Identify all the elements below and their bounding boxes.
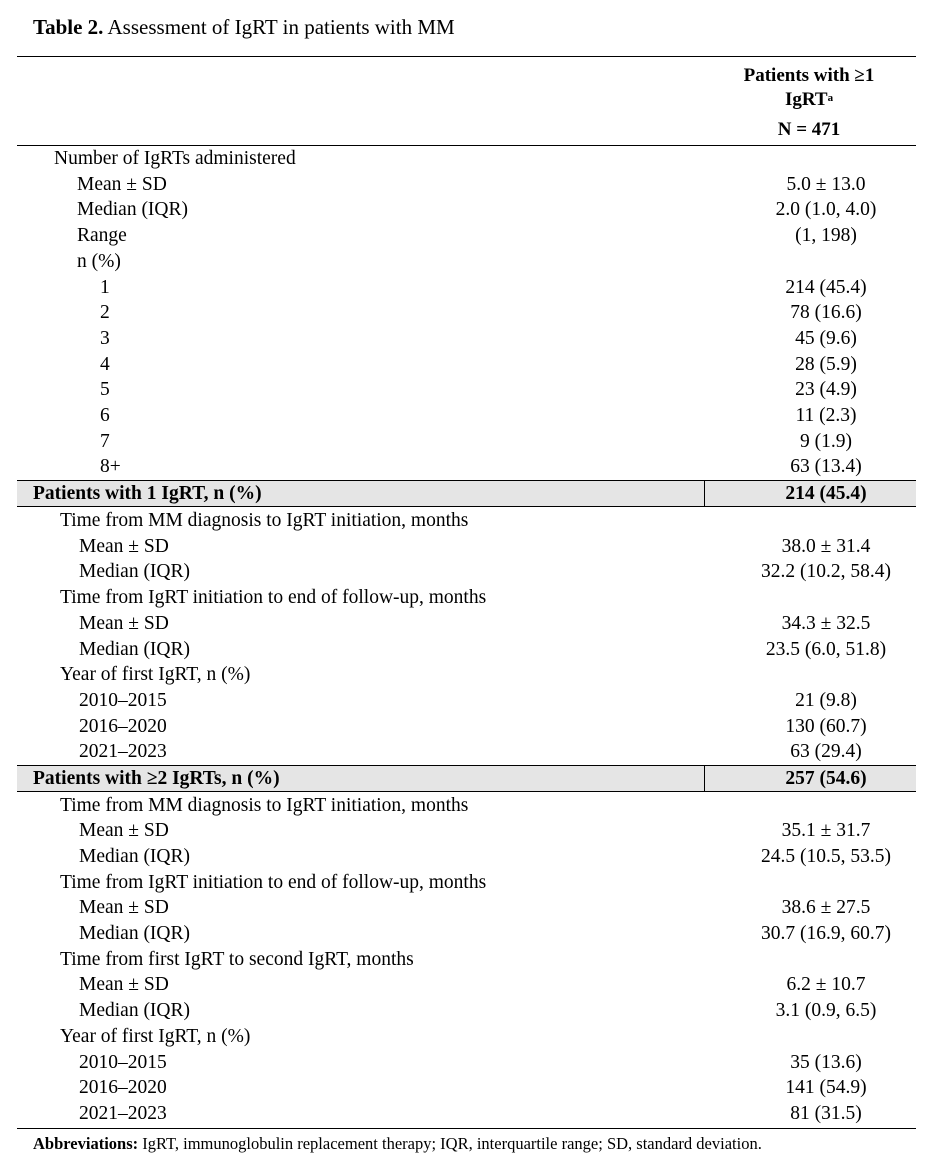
row-value: 2.0 (1.0, 4.0) — [775, 199, 877, 221]
table-row — [17, 1101, 916, 1127]
row-label: Mean ± SD — [79, 612, 169, 634]
row-heading: Number of IgRTs administered — [54, 148, 296, 169]
column-divider — [704, 481, 705, 506]
row-label: Median (IQR) — [79, 845, 191, 867]
row-label: 2021–2023 — [79, 741, 167, 763]
table-row — [17, 739, 916, 765]
row-value: 6.2 ± 10.7 — [786, 974, 866, 996]
table-row — [17, 611, 916, 637]
row-value: 24.5 (10.5, 53.5) — [761, 845, 891, 867]
abbreviations-footnote — [33, 1133, 762, 1155]
table-row — [17, 818, 916, 844]
abbreviations-label: Abbreviations: — [33, 1134, 139, 1153]
column-header-line1: Patients with ≥1 — [743, 65, 875, 86]
row-value: 63 (29.4) — [790, 741, 862, 763]
row-value: 32.2 (10.2, 58.4) — [761, 561, 891, 583]
top-rule — [17, 56, 916, 57]
table-row — [17, 534, 916, 560]
group-band-2 — [17, 765, 916, 792]
table-row — [17, 223, 916, 249]
row-value: 5.0 ± 13.0 — [786, 173, 866, 195]
table-row — [17, 895, 916, 921]
row-label: 7 — [100, 430, 110, 452]
row-label: Median (IQR) — [79, 638, 191, 660]
table-row — [17, 429, 916, 455]
row-value: 9 (1.9) — [800, 430, 852, 452]
row-label: 2 — [100, 302, 110, 324]
row-label: 6 — [100, 405, 110, 426]
column-divider — [704, 766, 705, 791]
row-value: 45 (9.6) — [795, 327, 857, 349]
group-label: Patients with ≥2 IgRTs, n (%) — [33, 768, 280, 789]
footnote-marker: a — [827, 92, 834, 104]
row-label: Range — [77, 225, 127, 247]
row-label: Mean ± SD — [79, 820, 169, 842]
row-heading: Year of first IgRT, n (%) — [60, 1025, 251, 1047]
table-row — [17, 637, 916, 663]
table-row — [17, 197, 916, 223]
row-label: Mean ± SD — [79, 535, 169, 557]
table-row — [17, 870, 916, 896]
row-label: 4 — [100, 353, 110, 375]
table-caption: Assessment of IgRT in patients with MM — [103, 15, 455, 39]
table-row — [17, 998, 916, 1024]
row-value: 81 (31.5) — [790, 1102, 862, 1124]
table-row — [17, 688, 916, 714]
row-value: 63 (13.4) — [790, 456, 862, 478]
row-label: 2021–2023 — [79, 1102, 167, 1124]
row-label: 8+ — [100, 456, 121, 478]
column-header — [707, 64, 911, 142]
row-value: 28 (5.9) — [795, 353, 857, 375]
row-heading: Time from first IgRT to second IgRT, months — [60, 948, 414, 970]
table-row — [17, 352, 916, 378]
row-label: Median (IQR) — [79, 923, 191, 944]
row-heading: Time from IgRT initiation to end of follow-up, months — [60, 587, 487, 609]
row-value: 30.7 (16.9, 60.7) — [761, 923, 891, 944]
table-row — [17, 947, 916, 973]
row-label: 1 — [100, 276, 110, 298]
table-row — [17, 585, 916, 611]
abbreviations-text: IgRT, immunoglobulin replacement therapy; IQR, interquartile range; SD, standard deviation. — [138, 1134, 762, 1153]
bottom-rule — [17, 1128, 916, 1129]
group-label: Patients with 1 IgRT, n (%) — [33, 483, 262, 504]
table-row — [17, 275, 916, 301]
table-row — [17, 146, 916, 172]
row-label: 2010–2015 — [79, 1051, 167, 1073]
column-header-line2: IgRT$^a$ — [784, 89, 834, 110]
table-row — [17, 172, 916, 198]
table-row — [17, 300, 916, 326]
row-label: Median (IQR) — [77, 199, 189, 221]
row-value: 35.1 ± 31.7 — [781, 820, 871, 842]
row-value: 11 (2.3) — [795, 405, 857, 426]
table-row — [17, 714, 916, 740]
row-value: 78 (16.6) — [790, 302, 862, 324]
table-row — [17, 377, 916, 403]
row-value: 130 (60.7) — [785, 715, 867, 737]
row-label: 5 — [100, 379, 110, 401]
row-value: 38.0 ± 31.4 — [781, 535, 871, 557]
row-label: 2016–2020 — [79, 715, 167, 737]
table-row — [17, 844, 916, 870]
table-row — [17, 454, 916, 480]
row-label: Median (IQR) — [79, 561, 191, 583]
row-heading: Year of first IgRT, n (%) — [60, 664, 251, 686]
table-row — [17, 249, 916, 275]
group-band-1 — [17, 480, 916, 507]
table-row — [17, 921, 916, 947]
row-label: 3 — [100, 327, 110, 349]
row-heading: Time from MM diagnosis to IgRT initiation, months — [60, 794, 469, 816]
row-label: 2016–2020 — [79, 1077, 167, 1099]
row-label: n (%) — [77, 250, 121, 272]
row-value: 38.6 ± 27.5 — [781, 897, 871, 919]
group-value: 257 (54.6) — [785, 768, 867, 789]
table-row — [17, 326, 916, 352]
row-label: Mean ± SD — [77, 173, 167, 195]
row-value: 3.1 (0.9, 6.5) — [775, 1000, 877, 1022]
row-value: 23.5 (6.0, 51.8) — [765, 638, 887, 660]
row-value: (1, 198) — [795, 225, 857, 247]
table-row — [17, 508, 916, 534]
row-label: Median (IQR) — [79, 1000, 191, 1022]
row-value: 23 (4.9) — [795, 379, 857, 401]
row-heading: Time from IgRT initiation to end of follow-up, months — [60, 871, 487, 893]
group-value: 214 (45.4) — [785, 483, 867, 504]
row-heading: Time from MM diagnosis to IgRT initiation, months — [60, 510, 469, 531]
table-row — [17, 559, 916, 585]
row-value: 35 (13.6) — [790, 1051, 862, 1073]
table-row — [17, 1050, 916, 1076]
table-row — [17, 662, 916, 688]
table-title — [33, 15, 455, 39]
row-value: 34.3 ± 32.5 — [781, 612, 871, 634]
table-row — [17, 972, 916, 998]
table-row — [17, 1024, 916, 1050]
row-label: Mean ± SD — [79, 897, 169, 919]
row-value: 141 (54.9) — [785, 1077, 867, 1099]
table-row — [17, 793, 916, 819]
column-header-n: N = 471 — [777, 119, 841, 140]
table-row — [17, 403, 916, 429]
row-label: 2010–2015 — [79, 689, 167, 711]
row-value: 214 (45.4) — [785, 276, 867, 298]
row-label: Mean ± SD — [79, 974, 169, 996]
table-row — [17, 1075, 916, 1101]
table-number: Table 2. — [33, 15, 104, 39]
row-value: 21 (9.8) — [795, 689, 857, 711]
